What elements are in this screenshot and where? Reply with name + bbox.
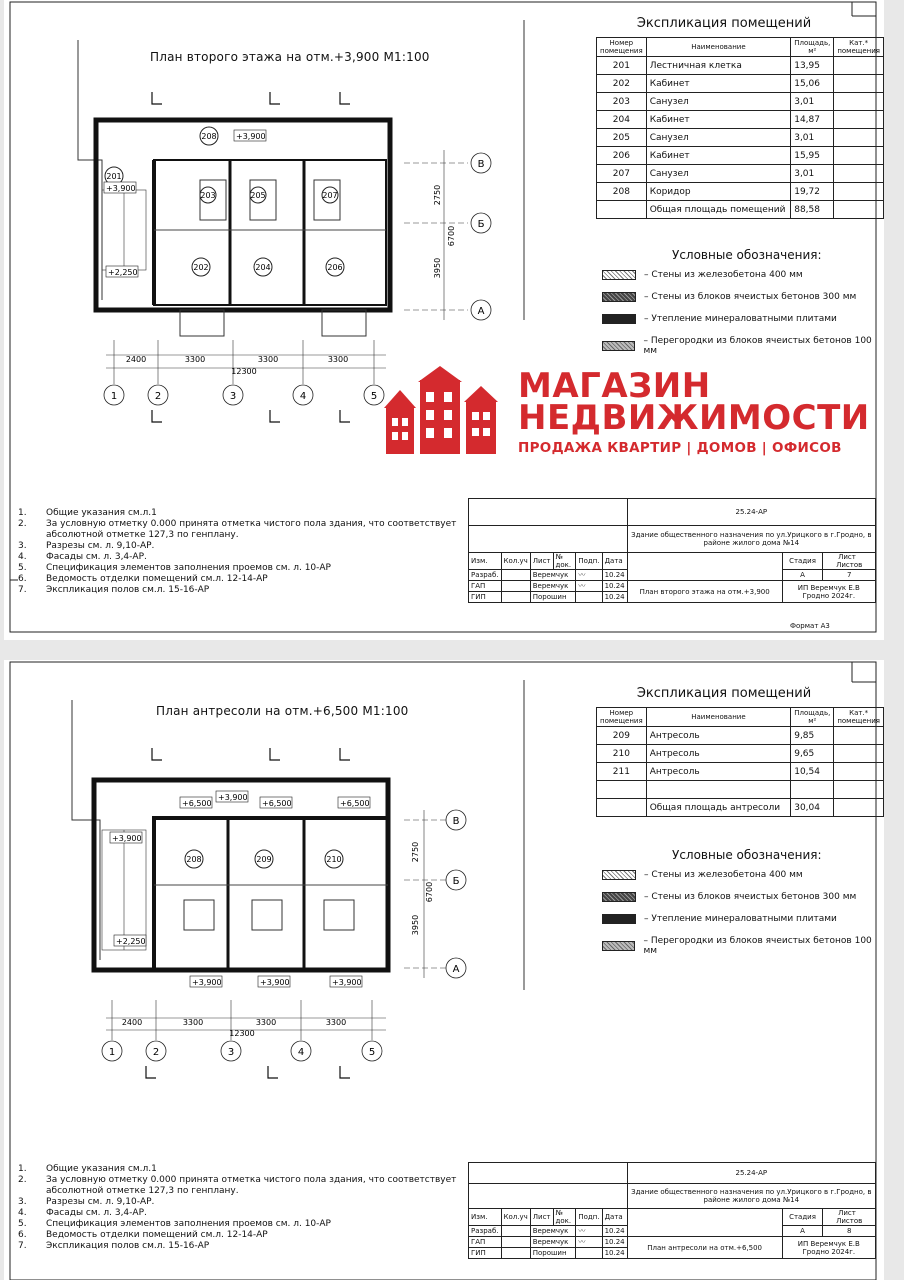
table-row bbox=[597, 201, 884, 219]
cell-cat bbox=[834, 727, 884, 745]
stamp-role: Разраб. bbox=[469, 570, 502, 581]
note-number: 3. bbox=[18, 541, 27, 551]
note-text: Экспликация полов см.л. 15-16-АР bbox=[46, 1241, 210, 1251]
table-row bbox=[597, 799, 884, 817]
explication-table bbox=[596, 686, 884, 817]
hatch-insulation-swatch bbox=[602, 914, 636, 924]
note-line bbox=[18, 508, 456, 519]
room-number: 201 bbox=[106, 172, 122, 181]
cell-name: Антресоль bbox=[646, 727, 791, 745]
cell-num: 203 bbox=[597, 93, 647, 111]
cell-num bbox=[597, 201, 647, 219]
legend-item: – Стены из железобетона 400 мм bbox=[602, 270, 884, 280]
firm-name: ИП Веремчук Е.В Гродно 2024г. bbox=[782, 581, 875, 603]
col-head-area: Площадь, м² bbox=[791, 708, 834, 727]
dim-label: 6700 bbox=[447, 225, 456, 247]
note-number: 1. bbox=[18, 508, 27, 518]
cell-cat bbox=[834, 201, 884, 219]
cell-num: 201 bbox=[597, 57, 647, 75]
stamp-role: Разраб. bbox=[469, 1226, 502, 1237]
stage-value: А bbox=[782, 1226, 823, 1237]
note-text: абсолютной отметке 127,3 по генплану. bbox=[46, 1186, 239, 1196]
stamp-role: ГИП bbox=[469, 1248, 502, 1259]
cell-cat bbox=[834, 183, 884, 201]
cell-num bbox=[597, 799, 647, 817]
stamp-head: Лист bbox=[530, 1209, 553, 1226]
cell-num: 207 bbox=[597, 165, 647, 183]
note-number: 5. bbox=[18, 563, 27, 573]
note-number: 2. bbox=[18, 1175, 27, 1185]
table-row bbox=[597, 93, 884, 111]
note-line bbox=[18, 541, 456, 552]
cell-num: 208 bbox=[597, 183, 647, 201]
legend-title: Условные обозначения: bbox=[672, 848, 822, 862]
watermark-tagline: ПРОДАЖА КВАРТИР | ДОМОВ | ОФИСОВ bbox=[518, 440, 842, 456]
dim-label: 12300 bbox=[231, 367, 257, 376]
table-row bbox=[597, 727, 884, 745]
explication-title: Экспликация помещений bbox=[636, 16, 812, 31]
note-line bbox=[18, 585, 456, 596]
stamp-date: 10.24 bbox=[602, 1237, 627, 1248]
room-number: 202 bbox=[193, 263, 209, 272]
cell-num bbox=[597, 781, 647, 799]
legend-item: – Перегородки из блоков ячеистых бетонов 100 мм bbox=[602, 336, 884, 356]
legend-item: – Стены из железобетона 400 мм bbox=[602, 870, 884, 880]
level-mark: +3,900 bbox=[260, 978, 290, 987]
room-number: 210 bbox=[326, 855, 342, 864]
axis-x-label: 3 bbox=[227, 1047, 235, 1058]
stamp-person: Веремчук bbox=[530, 1226, 576, 1237]
note-text: Общие указания см.л.1 bbox=[46, 1164, 157, 1174]
note-line bbox=[18, 530, 456, 541]
axis-x-label: 2 bbox=[152, 1047, 160, 1058]
dim-label: 3300 bbox=[184, 355, 206, 364]
stamp-head: Кол.уч bbox=[501, 1209, 530, 1226]
hatch-concrete-swatch bbox=[602, 870, 636, 880]
room-number: 204 bbox=[255, 263, 271, 272]
table-row bbox=[597, 763, 884, 781]
explication-table bbox=[596, 16, 884, 219]
dim-label: 3300 bbox=[325, 1018, 347, 1027]
table-row bbox=[597, 781, 884, 799]
general-notes bbox=[18, 1164, 456, 1252]
hatch-concrete-swatch bbox=[602, 270, 636, 280]
table-row bbox=[597, 129, 884, 147]
cell-cat bbox=[834, 111, 884, 129]
stamp-head: Изм. bbox=[469, 1209, 502, 1226]
axis-y-label: А bbox=[477, 306, 485, 317]
axis-x-label: 1 bbox=[110, 391, 118, 402]
cell-area: 30,04 bbox=[791, 799, 834, 817]
cell-cat bbox=[834, 75, 884, 93]
note-number: 6. bbox=[18, 1230, 27, 1240]
stamp-person: Веремчук bbox=[530, 1237, 576, 1248]
note-number: 4. bbox=[18, 1208, 27, 1218]
legend-title: Условные обозначения: bbox=[672, 248, 822, 262]
axis-y-label: Б bbox=[477, 219, 485, 230]
note-line bbox=[18, 1186, 456, 1197]
axis-x-label: 5 bbox=[370, 391, 378, 402]
note-number: 1. bbox=[18, 1164, 27, 1174]
dim-label: 3300 bbox=[257, 355, 279, 364]
note-number: 7. bbox=[18, 585, 27, 595]
note-text: Общие указания см.л.1 bbox=[46, 508, 157, 518]
dim-label: 2400 bbox=[121, 1018, 143, 1027]
axis-x-label: 4 bbox=[299, 391, 307, 402]
cell-area: 19,72 bbox=[791, 183, 834, 201]
dim-label: 6700 bbox=[425, 881, 434, 903]
cell-area: 88,58 bbox=[791, 201, 834, 219]
dim-label: 2750 bbox=[433, 184, 442, 206]
dim-label: 3950 bbox=[411, 914, 420, 936]
stamp-date: 10.24 bbox=[602, 592, 627, 603]
stamp-head: Изм. bbox=[469, 553, 502, 570]
note-number: 3. bbox=[18, 1197, 27, 1207]
table-row bbox=[597, 165, 884, 183]
note-number: 5. bbox=[18, 1219, 27, 1229]
level-mark: +3,900 bbox=[332, 978, 362, 987]
stamp-date: 10.24 bbox=[602, 570, 627, 581]
note-text: Экспликация полов см.л. 15-16-АР bbox=[46, 585, 210, 595]
note-text: абсолютной отметке 127,3 по генплану. bbox=[46, 530, 239, 540]
note-text: Ведомость отделки помещений см.л. 12-14-АР bbox=[46, 1230, 268, 1240]
format-label: Формат А3 bbox=[790, 622, 830, 630]
stamp-head: № док. bbox=[553, 1209, 576, 1226]
cell-cat bbox=[834, 93, 884, 111]
cell-num: 205 bbox=[597, 129, 647, 147]
cell-cat bbox=[834, 781, 884, 799]
legend-item: – Утепление минераловатными плитами bbox=[602, 314, 884, 324]
stamp-head: Дата bbox=[602, 553, 627, 570]
note-text: Спецификация элементов заполнения проемов см. л. 10-АР bbox=[46, 1219, 331, 1229]
cell-num: 210 bbox=[597, 745, 647, 763]
stage-label: Стадия bbox=[782, 1209, 823, 1226]
stamp-role: ГАП bbox=[469, 1237, 502, 1248]
cell-name: Кабинет bbox=[646, 75, 791, 93]
stamp-head: Дата bbox=[602, 1209, 627, 1226]
note-line bbox=[18, 563, 456, 574]
col-head-area: Площадь, м² bbox=[791, 38, 834, 57]
cell-area: 3,01 bbox=[791, 93, 834, 111]
cell-area: 3,01 bbox=[791, 165, 834, 183]
col-head-name: Наименование bbox=[646, 708, 791, 727]
sheets-label: Листов bbox=[836, 1217, 863, 1225]
note-line bbox=[18, 1175, 456, 1186]
watermark-logo bbox=[384, 366, 870, 462]
general-notes bbox=[18, 508, 456, 596]
room-number: 203 bbox=[200, 191, 216, 200]
stamp-role: ГАП bbox=[469, 581, 502, 592]
doc-code: 25.24-АР bbox=[627, 499, 875, 526]
note-number: 4. bbox=[18, 552, 27, 562]
level-mark: +6,500 bbox=[262, 799, 292, 808]
cell-cat bbox=[834, 745, 884, 763]
cell-name: Общая площадь антресоли bbox=[646, 799, 791, 817]
cell-num: 206 bbox=[597, 147, 647, 165]
cell-cat bbox=[834, 57, 884, 75]
note-line bbox=[18, 1241, 456, 1252]
axis-y-label: А bbox=[452, 964, 460, 975]
legend-item: – Стены из блоков ячеистых бетонов 300 мм bbox=[602, 892, 884, 902]
note-text: Фасады см. л. 3,4-АР. bbox=[46, 552, 147, 562]
hatch-insulation-swatch bbox=[602, 314, 636, 324]
room-number: 205 bbox=[250, 191, 266, 200]
stamp-person: Порошин bbox=[530, 1248, 576, 1259]
table-row bbox=[597, 111, 884, 129]
object-name: Здание общественного назначения по ул.Урицкого в г.Гродно, в районе жилого дома №14 bbox=[627, 1184, 875, 1209]
level-mark: +3,900 bbox=[112, 834, 142, 843]
axis-y-label: В bbox=[477, 159, 485, 170]
cell-cat bbox=[834, 799, 884, 817]
stage-value: А bbox=[782, 570, 823, 581]
axis-x-label: 2 bbox=[154, 391, 162, 402]
cell-name: Коридор bbox=[646, 183, 791, 201]
legend bbox=[602, 248, 884, 368]
cell-name: Санузел bbox=[646, 129, 791, 147]
table-row bbox=[597, 147, 884, 165]
note-line bbox=[18, 1164, 456, 1175]
level-mark: +3,900 bbox=[218, 793, 248, 802]
stamp-role: ГИП bbox=[469, 592, 502, 603]
cell-area: 14,87 bbox=[791, 111, 834, 129]
sheet-title: План антресоли на отм.+6,500 bbox=[627, 1237, 782, 1259]
table-row bbox=[597, 183, 884, 201]
stamp-head: Кол.уч bbox=[501, 553, 530, 570]
stamp-date: 10.24 bbox=[602, 1248, 627, 1259]
cell-cat bbox=[834, 129, 884, 147]
sheet-label: Лист bbox=[838, 553, 856, 561]
cell-cat bbox=[834, 147, 884, 165]
col-head-num: Номер помещения bbox=[597, 38, 647, 57]
dim-label: 12300 bbox=[229, 1029, 255, 1038]
cell-cat bbox=[834, 763, 884, 781]
level-mark: +6,500 bbox=[182, 799, 212, 808]
watermark-line-1: МАГАЗИН bbox=[518, 366, 711, 406]
note-number: 6. bbox=[18, 574, 27, 584]
col-head-name: Наименование bbox=[646, 38, 791, 57]
note-line bbox=[18, 1230, 456, 1241]
sheet-label: Лист bbox=[838, 1209, 856, 1217]
cell-num: 209 bbox=[597, 727, 647, 745]
dim-label: 3300 bbox=[182, 1018, 204, 1027]
cell-num: 202 bbox=[597, 75, 647, 93]
doc-code: 25.24-АР bbox=[627, 1163, 875, 1184]
legend-item: – Утепление минераловатными плитами bbox=[602, 914, 884, 924]
note-number: 7. bbox=[18, 1241, 27, 1251]
note-line bbox=[18, 574, 456, 585]
stamp-head: № док. bbox=[553, 553, 576, 570]
sheet-number: 7 bbox=[823, 570, 876, 581]
hatch-block-swatch bbox=[602, 892, 636, 902]
level-mark: +2,250 bbox=[116, 937, 146, 946]
cell-name: Санузел bbox=[646, 165, 791, 183]
stamp-date: 10.24 bbox=[602, 581, 627, 592]
axis-y-label: Б bbox=[452, 876, 460, 887]
room-number: 207 bbox=[322, 191, 338, 200]
cell-name: Антресоль bbox=[646, 745, 791, 763]
note-text: Фасады см. л. 3,4-АР. bbox=[46, 1208, 147, 1218]
explication-title: Экспликация помещений bbox=[636, 686, 812, 701]
drawing-sheet-1 bbox=[4, 0, 884, 640]
level-mark: +3,900 bbox=[106, 184, 136, 193]
stamp-head: Подп. bbox=[576, 553, 602, 570]
cell-cat bbox=[834, 165, 884, 183]
cell-name: Кабинет bbox=[646, 111, 791, 129]
level-mark: +2,250 bbox=[108, 268, 138, 277]
level-mark: +6,500 bbox=[340, 799, 370, 808]
note-text: За условную отметку 0.000 принята отметка чистого пола здания, что соответствует bbox=[46, 1175, 457, 1185]
cell-name: Антресоль bbox=[646, 763, 791, 781]
axis-x-label: 4 bbox=[297, 1047, 305, 1058]
note-text: За условную отметку 0.000 принята отметка чистого пола здания, что соответствует bbox=[46, 519, 457, 529]
stamp-head: Подп. bbox=[576, 1209, 602, 1226]
cell-name: Лестничная клетка bbox=[646, 57, 791, 75]
title-block: 25.24-АР Здание общественного назначения по ул.Урицкого в г.Гродно, в районе жилого дома №14 Изм. Кол.уч Лист № док. Подп. Дата Стадия Лист Листов Разраб. Веремчук 〰 10.24 А 8 ГАП Веремчук 〰 10.24 План антресоли на отм.+6,500 ИП Веремчук Е.В Гродно 2024г. ГИП Порошин 10.24 bbox=[468, 1162, 876, 1259]
room-number: 208 bbox=[186, 855, 202, 864]
axis-x-label: 5 bbox=[368, 1047, 376, 1058]
title-block: 25.24-АР Здание общественного назначения по ул.Урицкого в г.Гродно, в районе жилого дома №14 Изм. Кол.уч Лист № док. Подп. Дата Стадия Лист Листов Разраб. Веремчук 〰 10.24 А 7 ГАП Веремчук 〰 10.24 План второго этажа на отм.+3,900 ИП Веремчук Е.В Гродно 2024г. ГИП Порошин 10.24 bbox=[468, 498, 876, 603]
room-number: 208 bbox=[201, 132, 217, 141]
dim-label: 2750 bbox=[411, 841, 420, 863]
col-head-cat: Кат.* помещения bbox=[834, 708, 884, 727]
note-text: Спецификация элементов заполнения проемов см. л. 10-АР bbox=[46, 563, 331, 573]
dim-label: 3950 bbox=[433, 257, 442, 279]
watermark-line-2: НЕДВИЖИМОСТИ bbox=[518, 398, 870, 438]
stamp-person: Порошин bbox=[530, 592, 576, 603]
legend-item: – Стены из блоков ячеистых бетонов 300 мм bbox=[602, 292, 884, 302]
room-number: 209 bbox=[256, 855, 272, 864]
cell-area: 9,65 bbox=[791, 745, 834, 763]
note-line bbox=[18, 1208, 456, 1219]
sheets-label: Листов bbox=[836, 561, 863, 569]
plan-title: План антресоли на отм.+6,500 М1:100 bbox=[156, 704, 409, 718]
hatch-block-swatch bbox=[602, 292, 636, 302]
dim-label: 3300 bbox=[327, 355, 349, 364]
sheet-title: План второго этажа на отм.+3,900 bbox=[627, 581, 782, 603]
note-text: Ведомость отделки помещений см.л. 12-14-АР bbox=[46, 574, 268, 584]
drawing-sheet-2 bbox=[4, 660, 884, 1280]
plan-title: План второго этажа на отм.+3,900 М1:100 bbox=[150, 50, 430, 64]
cell-name: Общая площадь помещений bbox=[646, 201, 791, 219]
stamp-person: Веремчук bbox=[530, 581, 576, 592]
cell-area bbox=[791, 781, 834, 799]
cell-area: 15,06 bbox=[791, 75, 834, 93]
firm-name: ИП Веремчук Е.В Гродно 2024г. bbox=[782, 1237, 875, 1259]
note-line bbox=[18, 1197, 456, 1208]
note-text: Разрезы см. л. 9,10-АР. bbox=[46, 541, 155, 551]
buildings-icon bbox=[384, 366, 504, 456]
table-row bbox=[597, 745, 884, 763]
note-number: 2. bbox=[18, 519, 27, 529]
axis-x-label: 1 bbox=[108, 1047, 116, 1058]
hatch-partition-swatch bbox=[602, 941, 635, 951]
cell-area: 9,85 bbox=[791, 727, 834, 745]
cell-area: 3,01 bbox=[791, 129, 834, 147]
cell-area: 10,54 bbox=[791, 763, 834, 781]
cell-name: Санузел bbox=[646, 93, 791, 111]
note-line bbox=[18, 552, 456, 563]
cell-area: 15,95 bbox=[791, 147, 834, 165]
stamp-head: Лист bbox=[530, 553, 553, 570]
stamp-person: Веремчук bbox=[530, 570, 576, 581]
stage-label: Стадия bbox=[782, 553, 823, 570]
table-row bbox=[597, 75, 884, 93]
legend-item: – Перегородки из блоков ячеистых бетонов 100 мм bbox=[602, 936, 884, 956]
cell-name: Кабинет bbox=[646, 147, 791, 165]
sheet-number: 8 bbox=[823, 1226, 876, 1237]
dim-label: 3300 bbox=[255, 1018, 277, 1027]
col-head-cat: Кат.* помещения bbox=[834, 38, 884, 57]
col-head-num: Номер помещения bbox=[597, 708, 647, 727]
legend bbox=[602, 848, 884, 968]
cell-num: 204 bbox=[597, 111, 647, 129]
object-name: Здание общественного назначения по ул.Урицкого в г.Гродно, в районе жилого дома №14 bbox=[627, 526, 875, 553]
stamp-date: 10.24 bbox=[602, 1226, 627, 1237]
cell-name bbox=[646, 781, 791, 799]
table-row bbox=[597, 57, 884, 75]
level-mark: +3,900 bbox=[236, 132, 266, 141]
dim-label: 2400 bbox=[125, 355, 147, 364]
note-line bbox=[18, 519, 456, 530]
room-number: 206 bbox=[327, 263, 343, 272]
note-text: Разрезы см. л. 9,10-АР. bbox=[46, 1197, 155, 1207]
axis-y-label: В bbox=[452, 816, 460, 827]
hatch-partition-swatch bbox=[602, 341, 635, 351]
cell-num: 211 bbox=[597, 763, 647, 781]
axis-x-label: 3 bbox=[229, 391, 237, 402]
level-mark: +3,900 bbox=[192, 978, 222, 987]
note-line bbox=[18, 1219, 456, 1230]
cell-area: 13,95 bbox=[791, 57, 834, 75]
